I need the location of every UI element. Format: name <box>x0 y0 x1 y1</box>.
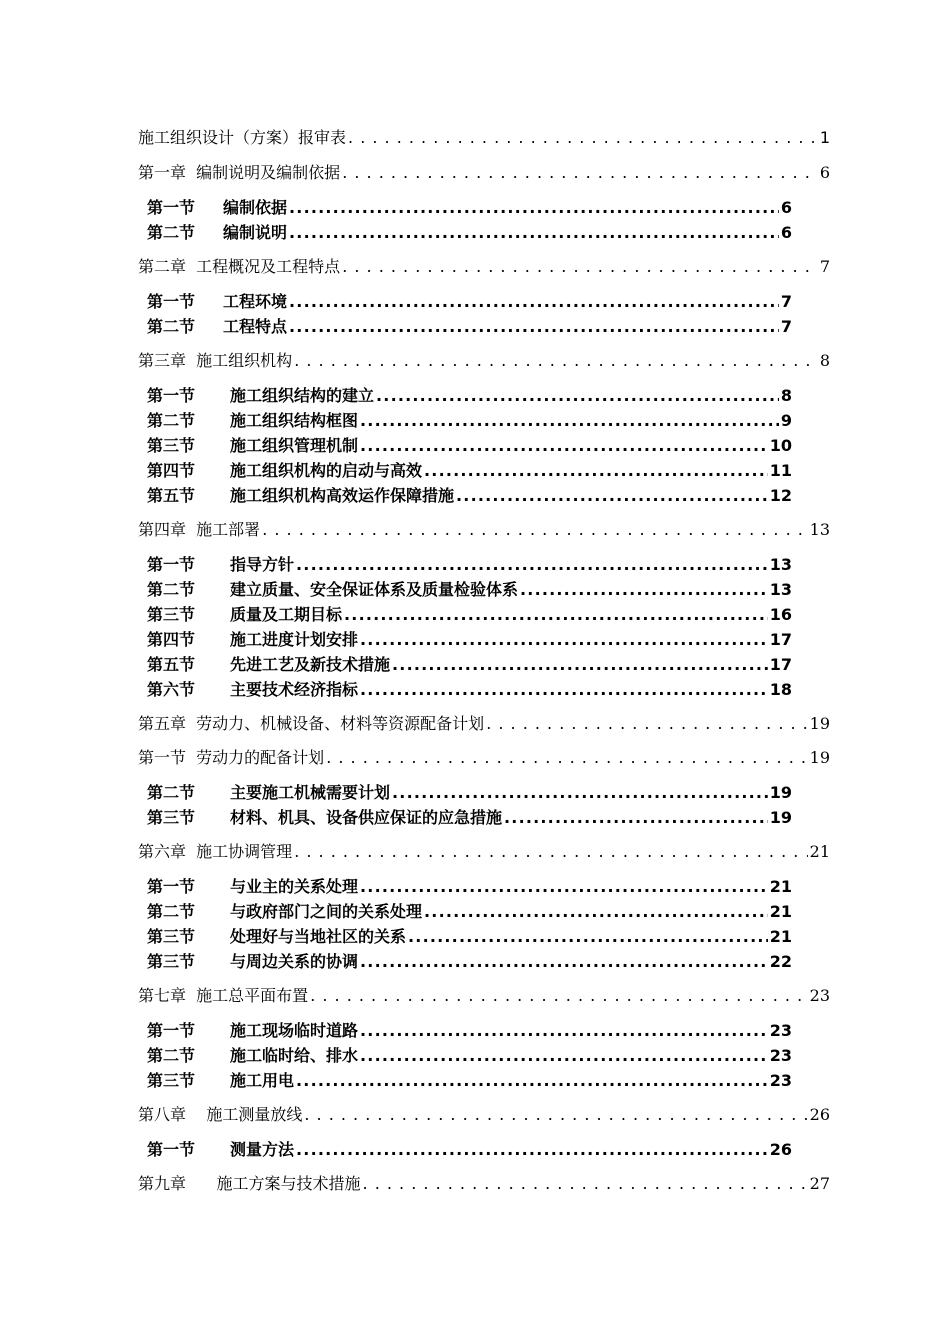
toc-dot-leader <box>360 680 768 699</box>
toc-section-entry[interactable] <box>147 289 792 313</box>
toc-section-label: 第五节 <box>147 655 196 674</box>
toc-section-label: 第三节 <box>147 605 196 624</box>
toc-dot-leader <box>296 1071 768 1090</box>
toc-chapter-entry[interactable] <box>138 348 830 372</box>
toc-entry-title: 工程特点 <box>223 317 288 336</box>
toc-chapter-entry[interactable] <box>138 160 830 184</box>
toc-dot-leader <box>289 317 779 336</box>
toc-page-number: 9 <box>780 411 792 430</box>
toc-page-number: 19 <box>769 808 792 827</box>
toc-entry-title: 先进工艺及新技术措施 <box>230 655 391 674</box>
toc-page-number: 17 <box>769 630 792 649</box>
toc-section-label: 第二节 <box>147 317 196 336</box>
toc-section-entry[interactable] <box>147 408 792 432</box>
toc-section-label: 第二节 <box>147 580 196 599</box>
toc-dot-leader <box>294 351 818 370</box>
toc-page-number: 27 <box>809 1174 830 1193</box>
toc-section-entry[interactable] <box>147 577 792 601</box>
toc-section-entry[interactable] <box>147 314 792 338</box>
toc-page-number: 21 <box>769 902 792 921</box>
toc-entry-title: 施工组织机构的启动与高效 <box>230 461 423 480</box>
toc-dot-leader <box>296 1140 768 1159</box>
toc-dot-leader <box>486 714 807 733</box>
toc-section-label: 第二节 <box>147 223 196 242</box>
toc-page-number: 10 <box>769 436 792 455</box>
toc-entry-title: 第一章 编制说明及编制依据 <box>138 163 341 182</box>
toc-entry-title: 第三章 施工组织机构 <box>138 351 293 370</box>
toc-dot-leader <box>376 386 779 405</box>
toc-entry-title: 施工临时给、排水 <box>230 1046 359 1065</box>
toc-dot-leader <box>262 520 807 539</box>
toc-section-label: 第二节 <box>147 1046 196 1065</box>
toc-dot-leader <box>360 1021 768 1040</box>
toc-section-entry[interactable] <box>147 899 792 923</box>
toc-page-number: 7 <box>780 292 792 311</box>
toc-page-number: 7 <box>780 317 792 336</box>
toc-section-entry[interactable] <box>147 627 792 651</box>
toc-section-entry[interactable] <box>147 458 792 482</box>
toc-dot-leader <box>424 902 768 921</box>
toc-dot-leader <box>326 748 807 767</box>
toc-section-entry[interactable] <box>147 483 792 507</box>
toc-page-number: 17 <box>769 655 792 674</box>
toc-dot-leader <box>504 808 768 827</box>
toc-page-number: 19 <box>769 783 792 802</box>
toc-section-entry[interactable] <box>147 1068 792 1092</box>
toc-chapter-entry[interactable] <box>138 1102 830 1126</box>
toc-dot-leader <box>363 1174 808 1193</box>
toc-entry-title: 第六章 施工协调管理 <box>138 842 293 861</box>
toc-dot-leader <box>424 461 768 480</box>
toc-page-number: 22 <box>769 952 792 971</box>
toc-page-number: 6 <box>780 223 792 242</box>
toc-section-label: 第一节 <box>147 555 196 574</box>
toc-section-label: 第三节 <box>147 808 196 827</box>
toc-page-number: 16 <box>769 605 792 624</box>
toc-dot-leader <box>289 198 779 217</box>
toc-dot-leader <box>360 436 768 455</box>
toc-chapter-entry[interactable] <box>138 125 830 149</box>
toc-page-number: 23 <box>769 1021 792 1040</box>
toc-entry-title: 施工组织结构的建立 <box>230 386 375 405</box>
toc-section-label: 第一节 <box>147 198 196 217</box>
toc-chapter-entry[interactable] <box>138 745 830 769</box>
toc-section-label: 第一节 <box>147 1140 196 1159</box>
toc-dot-leader <box>342 257 818 276</box>
toc-page-number: 19 <box>809 714 830 733</box>
toc-dot-leader <box>456 486 768 505</box>
toc-dot-leader <box>296 555 768 574</box>
toc-page-number: 6 <box>819 163 830 182</box>
toc-section-entry[interactable] <box>147 1043 792 1067</box>
toc-section-entry[interactable] <box>147 433 792 457</box>
toc-section-entry[interactable] <box>147 652 792 676</box>
toc-entry-title: 施工组织管理机制 <box>230 436 359 455</box>
toc-section-label: 第二节 <box>147 783 196 802</box>
toc-entry-title: 主要技术经济指标 <box>230 680 359 699</box>
toc-section-entry[interactable] <box>147 874 792 898</box>
toc-entry-title: 建立质量、安全保证体系及质量检验体系 <box>230 580 519 599</box>
toc-dot-leader <box>520 580 768 599</box>
toc-dot-leader <box>392 783 768 802</box>
toc-section-entry[interactable] <box>147 195 792 219</box>
toc-page-number: 13 <box>769 580 792 599</box>
toc-section-label: 第三节 <box>147 436 196 455</box>
toc-dot-leader <box>342 163 818 182</box>
toc-page-number: 23 <box>769 1071 792 1090</box>
toc-dot-leader <box>408 927 768 946</box>
toc-page-number: 11 <box>769 461 792 480</box>
toc-entry-title: 施工用电 <box>230 1071 295 1090</box>
toc-dot-leader <box>348 128 818 147</box>
toc-dot-leader <box>360 630 768 649</box>
toc-entry-title: 与业主的关系处理 <box>230 877 359 896</box>
toc-page-number: 18 <box>769 680 792 699</box>
toc-section-entry[interactable] <box>147 220 792 244</box>
toc-page-number: 1 <box>819 128 830 147</box>
toc-dot-leader <box>360 411 779 430</box>
toc-dot-leader <box>289 223 779 242</box>
toc-dot-leader <box>360 1046 768 1065</box>
toc-page-number: 13 <box>769 555 792 574</box>
toc-page-number: 7 <box>819 257 830 276</box>
toc-section-label: 第三节 <box>147 1071 196 1090</box>
toc-page-number: 23 <box>769 1046 792 1065</box>
toc-entry-title: 质量及工期目标 <box>230 605 343 624</box>
toc-entry-title: 第九章 施工方案与技术措施 <box>138 1174 361 1193</box>
toc-entry-title: 施工组织设计（方案）报审表 <box>138 128 347 147</box>
toc-entry-title: 材料、机具、设备供应保证的应急措施 <box>230 808 503 827</box>
toc-page-number: 21 <box>769 877 792 896</box>
toc-entry-title: 工程环境 <box>223 292 288 311</box>
toc-dot-leader <box>304 1105 807 1124</box>
toc-page-number: 26 <box>769 1140 792 1159</box>
toc-section-label: 第三节 <box>147 927 196 946</box>
toc-entry-title: 与周边关系的协调 <box>230 952 359 971</box>
toc-entry-title: 主要施工机械需要计划 <box>230 783 391 802</box>
toc-section-entry[interactable] <box>147 780 792 804</box>
toc-page-number: 8 <box>780 386 792 405</box>
toc-section-entry[interactable] <box>147 805 792 829</box>
toc-entry-title: 指导方针 <box>230 555 295 574</box>
toc-entry-title: 编制说明 <box>223 223 288 242</box>
toc-section-label: 第四节 <box>147 461 196 480</box>
toc-page-number: 12 <box>769 486 792 505</box>
toc-dot-leader <box>294 842 807 861</box>
toc-section-label: 第一节 <box>147 292 196 311</box>
toc-entry-title: 处理好与当地社区的关系 <box>230 927 407 946</box>
toc-entry-title: 第八章 施工测量放线 <box>138 1105 303 1124</box>
toc-chapter-entry[interactable] <box>138 839 830 863</box>
toc-entry-title: 测量方法 <box>230 1140 295 1159</box>
toc-page-number: 8 <box>819 351 830 370</box>
toc-page-number: 21 <box>809 842 830 861</box>
toc-page-number: 26 <box>809 1105 830 1124</box>
toc-section-label: 第二节 <box>147 411 196 430</box>
toc-chapter-entry[interactable] <box>138 254 830 278</box>
toc-section-entry[interactable] <box>147 949 792 973</box>
toc-section-label: 第六节 <box>147 680 196 699</box>
toc-section-label: 第五节 <box>147 486 196 505</box>
toc-entry-title: 第五章 劳动力、机械设备、材料等资源配备计划 <box>138 714 485 733</box>
toc-entry-title: 施工组织结构框图 <box>230 411 359 430</box>
toc-section-entry[interactable] <box>147 552 792 576</box>
toc-entry-title: 第二章 工程概况及工程特点 <box>138 257 341 276</box>
toc-dot-leader <box>310 986 807 1005</box>
toc-section-entry[interactable] <box>147 924 792 948</box>
toc-page-number: 13 <box>809 520 830 539</box>
toc-entry-title: 施工进度计划安排 <box>230 630 359 649</box>
toc-section-label: 第一节 <box>147 386 196 405</box>
toc-page-number: 6 <box>780 198 792 217</box>
toc-chapter-entry[interactable] <box>138 1171 830 1195</box>
toc-section-entry[interactable] <box>147 602 792 626</box>
toc-section-label: 第一节 <box>147 1021 196 1040</box>
toc-page-number: 19 <box>809 748 830 767</box>
toc-dot-leader <box>344 605 768 624</box>
toc-chapter-entry[interactable] <box>138 517 830 541</box>
toc-section-entry[interactable] <box>147 1018 792 1042</box>
toc-entry-title: 第七章 施工总平面布置 <box>138 986 309 1005</box>
toc-chapter-entry[interactable] <box>138 983 830 1007</box>
toc-dot-leader <box>289 292 779 311</box>
toc-entry-title: 第一节 劳动力的配备计划 <box>138 748 325 767</box>
toc-entry-title: 与政府部门之间的关系处理 <box>230 902 423 921</box>
toc-entry-title: 施工组织机构高效运作保障措施 <box>230 486 455 505</box>
toc-section-label: 第一节 <box>147 877 196 896</box>
toc-page-number: 23 <box>809 986 830 1005</box>
toc-section-label: 第四节 <box>147 630 196 649</box>
toc-section-label: 第二节 <box>147 902 196 921</box>
toc-section-entry[interactable] <box>147 677 792 701</box>
toc-section-entry[interactable] <box>147 383 792 407</box>
toc-dot-leader <box>360 877 768 896</box>
toc-dot-leader <box>360 952 768 971</box>
toc-chapter-entry[interactable] <box>138 711 830 735</box>
toc-dot-leader <box>392 655 768 674</box>
toc-entry-title: 编制依据 <box>223 198 288 217</box>
toc-page-number: 21 <box>769 927 792 946</box>
toc-section-entry[interactable] <box>147 1137 792 1161</box>
toc-entry-title: 第四章 施工部署 <box>138 520 261 539</box>
toc-section-label: 第三节 <box>147 952 196 971</box>
toc-entry-title: 施工现场临时道路 <box>230 1021 359 1040</box>
